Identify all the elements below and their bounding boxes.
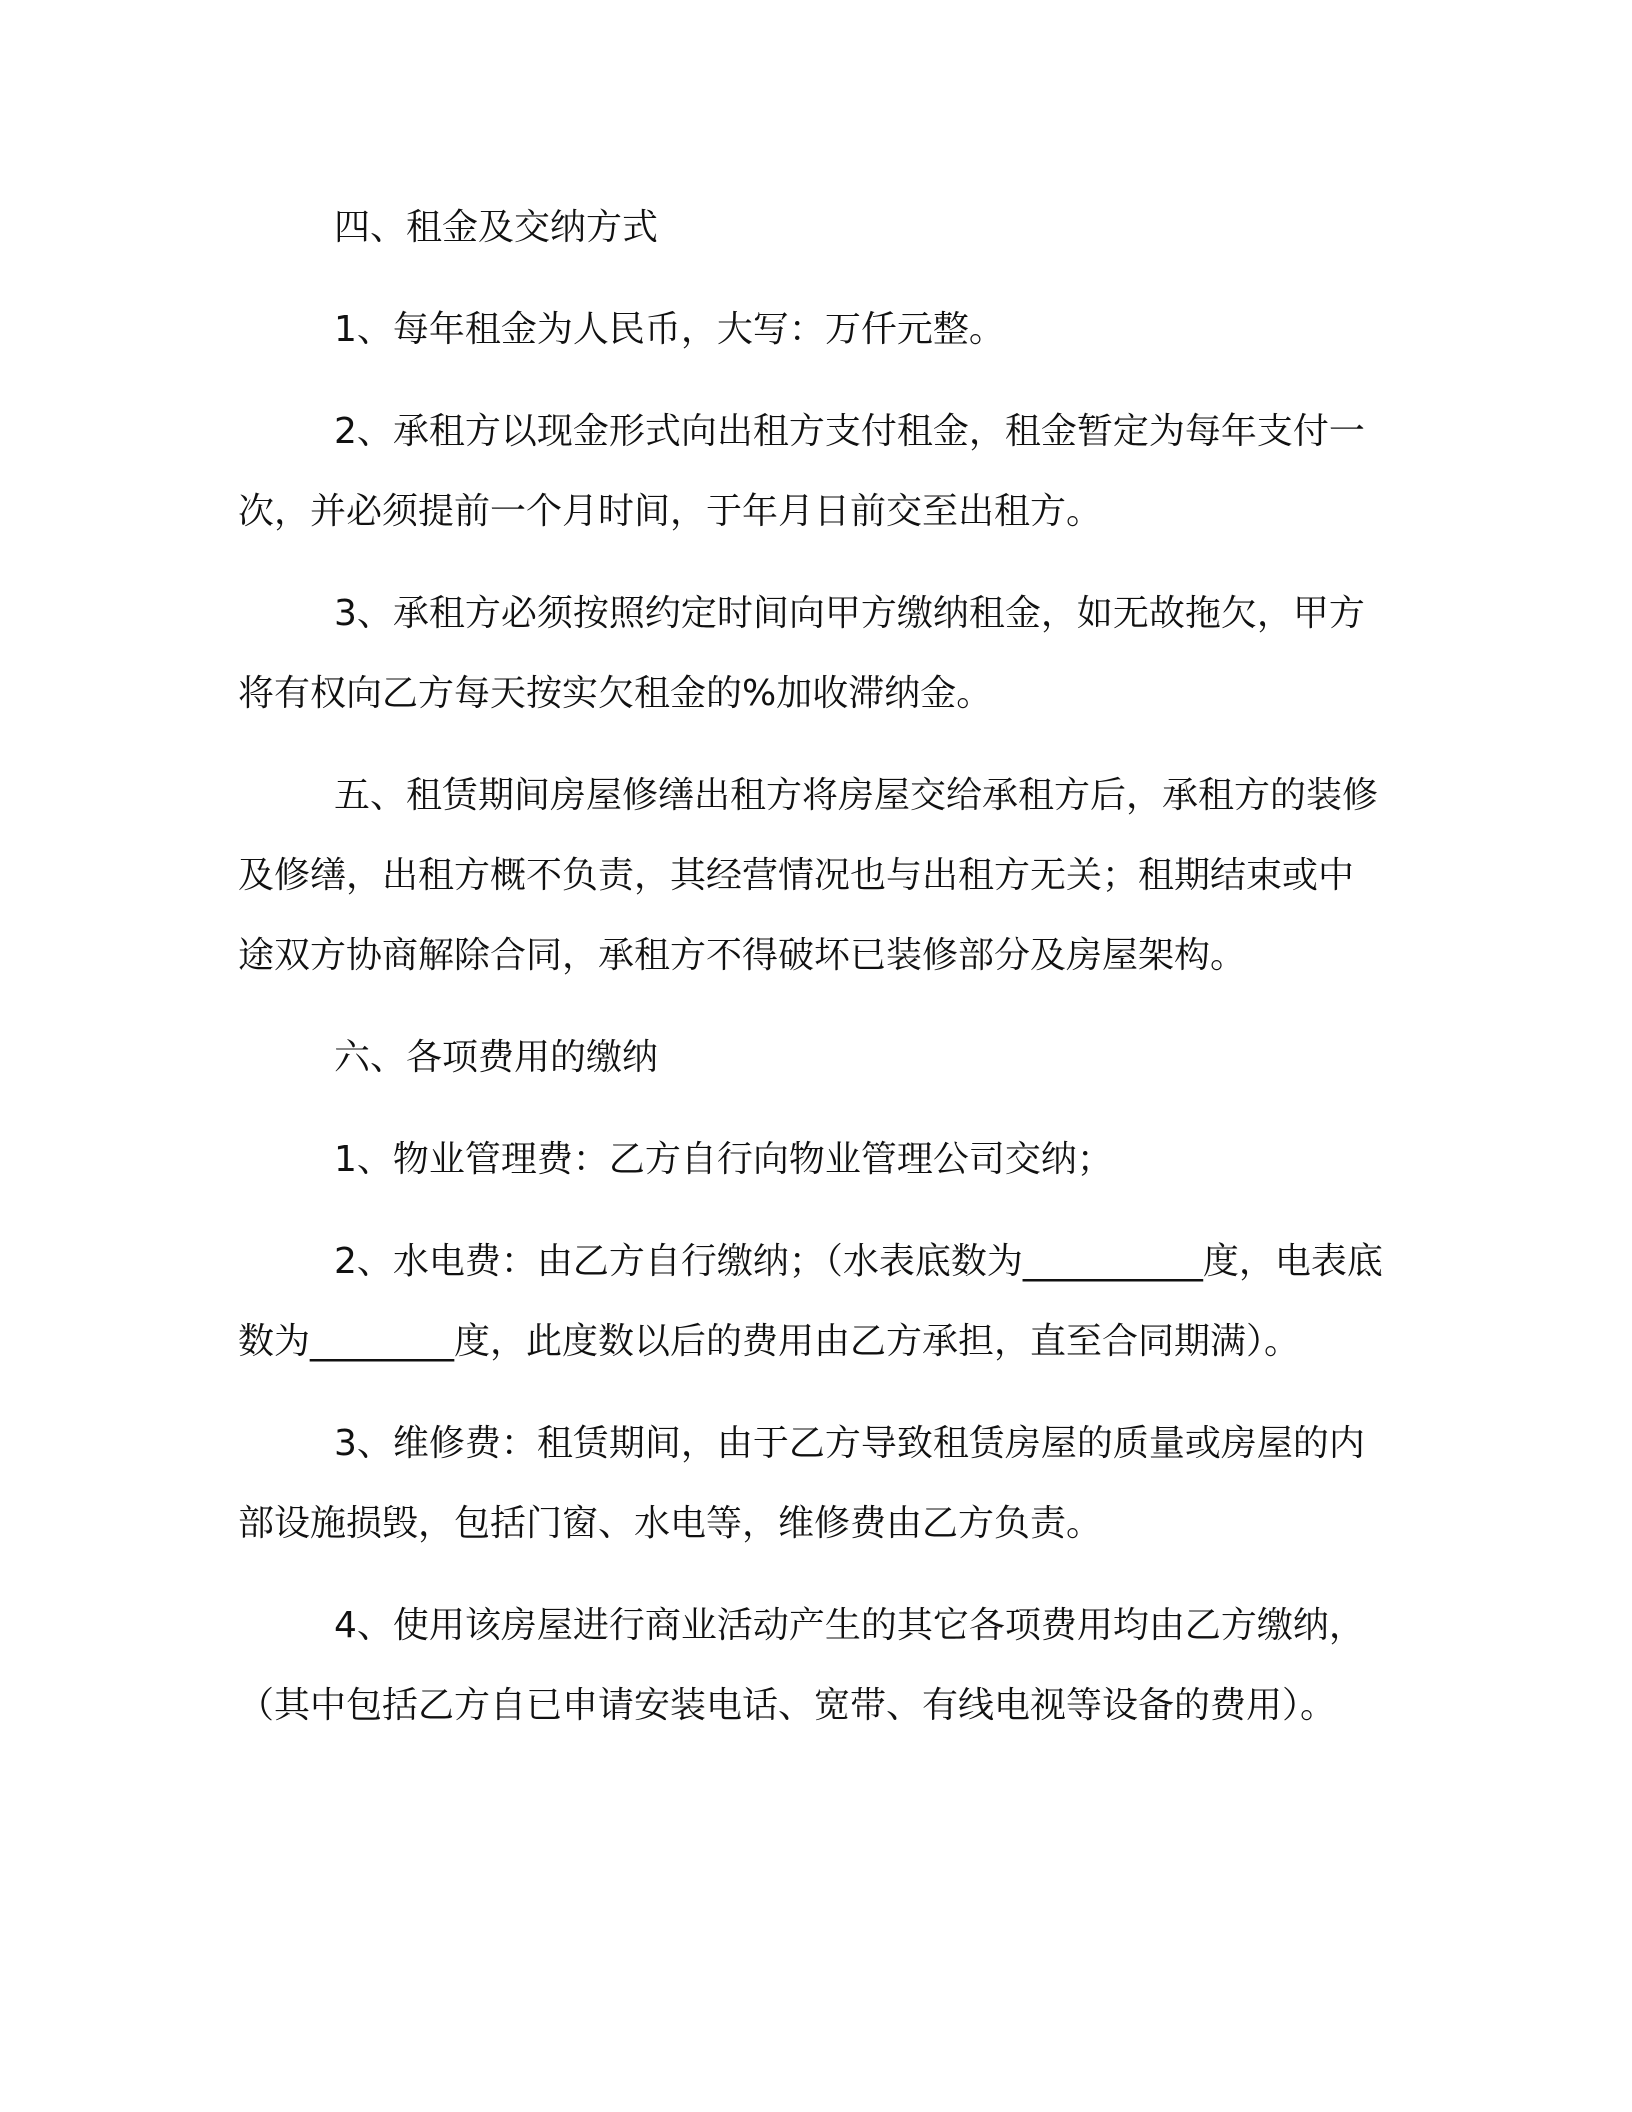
clause-maintenance-fee: 3、维修费：租赁期间，由于乙方导致租赁房屋的质量或房屋的内部设施损毁，包括门窗、水电等，维修费由乙方负责。 <box>238 1423 1365 1544</box>
clause-other-fees: 4、使用该房屋进行商业活动产生的其它各项费用均由乙方缴纳，（其中包括乙方自已申请安装电话、宽带、有线电视等设备的费用）。 <box>238 1605 1365 1726</box>
clause-annual-rent: 1、每年租金为人民币，大写：万仟元整。 <box>334 309 1005 350</box>
section-repairs: 五、租赁期间房屋修缮出租方将房屋交给承租方后，承租方的装修及修缮，出租方概不负责，其经营情况也与出租方无关；租期结束或中途双方协商解除合同，承租方不得破坏已装修部分及房屋架构。 <box>238 775 1379 976</box>
clause-late-fee: 3、承租方必须按照约定时间向甲方缴纳租金，如无故拖欠，甲方将有权向乙方每天按实欠租金的%加收滞纳金。 <box>238 593 1365 714</box>
clause-property-management-fee: 1、物业管理费：乙方自行向物业管理公司交纳； <box>334 1139 1113 1180</box>
clause-utilities-fee: 2、水电费：由乙方自行缴纳；（水表底数为__________度，电表底数为________度，此度数以后的费用由乙方承担，直至合同期满）。 <box>238 1241 1383 1362</box>
section-heading-fees: 六、各项费用的缴纳 <box>334 1037 659 1078</box>
clause-rent-payment-method: 2、承租方以现金形式向出租方支付租金，租金暂定为每年支付一次，并必须提前一个月时间，于年月日前交至出租方。 <box>238 411 1365 532</box>
document-body <box>238 188 1386 1746</box>
section-heading-rent-payment: 四、租金及交纳方式 <box>334 207 659 248</box>
